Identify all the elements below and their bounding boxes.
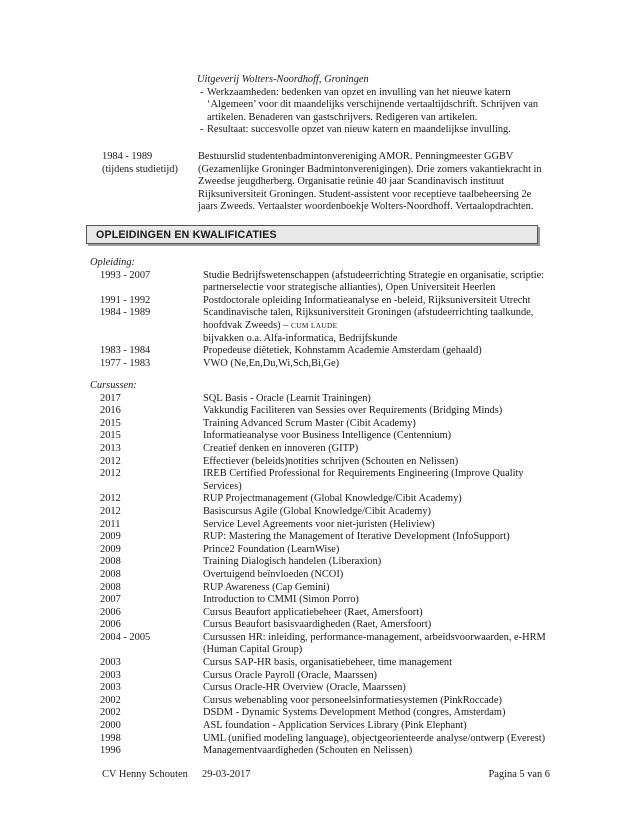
list-item-description bbox=[203, 670, 552, 683]
list-item-description bbox=[203, 619, 552, 632]
list-item-description bbox=[203, 468, 552, 493]
list-item-text: RUP Awareness (Cap Gemini) bbox=[203, 581, 330, 593]
list-item-description bbox=[203, 657, 552, 670]
section-header bbox=[86, 225, 538, 244]
list-item-text: UML (unified modeling language), objectgeorienteerde analyse/ontwerp (Everest) bbox=[203, 732, 546, 744]
list-item-years: 1991 - 1992 bbox=[100, 294, 151, 306]
list-item bbox=[90, 632, 552, 657]
courses-section bbox=[90, 380, 552, 758]
list-item bbox=[90, 657, 552, 670]
student-period-dates bbox=[99, 151, 198, 214]
footer-page-number: Pagina 5 van 6 bbox=[488, 769, 550, 780]
list-item bbox=[90, 493, 552, 506]
list-item-years: 2011 bbox=[100, 518, 121, 530]
list-item-text: ASL foundation - Application Services Library (Pink Elephant) bbox=[203, 720, 467, 732]
list-item-description bbox=[203, 582, 552, 595]
list-item-description bbox=[203, 430, 552, 443]
list-item-text: Propedeuse diëtetiek, Kohnstamm Academie Amsterdam (gehaald) bbox=[203, 345, 482, 357]
student-period-years: 1984 - 1989 bbox=[102, 151, 153, 162]
education-list bbox=[90, 270, 552, 371]
list-item bbox=[90, 745, 552, 758]
footer-date: 29-03-2017 bbox=[202, 769, 251, 780]
page-footer bbox=[102, 769, 550, 783]
list-item-text: Informatieanalyse voor Business Intelligence (Centennium) bbox=[203, 430, 452, 442]
list-item bbox=[90, 345, 552, 358]
list-item bbox=[90, 594, 552, 607]
list-item-years: 2000 bbox=[100, 720, 121, 732]
footer-name: CV Henny Schouten bbox=[102, 769, 188, 780]
list-item-description bbox=[203, 556, 552, 569]
list-item-years: 2007 bbox=[100, 594, 121, 606]
student-period-note: (tijdens studietijd) bbox=[102, 163, 178, 175]
list-item-description bbox=[203, 519, 552, 532]
list-item-description bbox=[203, 607, 552, 620]
list-item-description bbox=[203, 695, 552, 708]
list-item-text: RUP: Mastering the Management of Iterative Development (InfoSupport) bbox=[203, 531, 510, 543]
list-item-years: 2012 bbox=[100, 468, 121, 480]
list-item-description bbox=[203, 594, 552, 607]
list-item bbox=[90, 307, 552, 345]
experience-entry bbox=[197, 74, 552, 137]
list-item-description bbox=[203, 456, 552, 469]
list-item-text: VWO (Ne,En,Du,Wi,Sch,Bi,Ge) bbox=[203, 357, 340, 369]
list-item bbox=[90, 682, 552, 695]
list-item-extra: bijvakken o.a. Alfa-informatica, Bedrijfskunde bbox=[203, 332, 398, 344]
list-item bbox=[90, 670, 552, 683]
list-item-description bbox=[203, 707, 552, 720]
list-item-text: Postdoctorale opleiding Informatieanalyse en -beleid, Rijksuniversiteit Utrecht bbox=[203, 294, 531, 306]
list-item-years: 2009 bbox=[100, 543, 121, 555]
list-item bbox=[90, 569, 552, 582]
list-item-years: 2002 bbox=[100, 707, 121, 719]
list-item-years: 2015 bbox=[100, 417, 121, 429]
list-item-text: Studie Bedrijfswetenschappen (afstudeerrichting Strategie en organisatie, scriptie: partnerselectie voor strategische allianties), Open Universiteit Heerlen bbox=[203, 269, 545, 294]
list-item-years: 2015 bbox=[100, 430, 121, 442]
list-item-years: 2009 bbox=[100, 531, 121, 543]
list-item-text: Basiscursus Agile (Global Knowledge/Cibit Academy) bbox=[203, 505, 431, 517]
list-item bbox=[90, 720, 552, 733]
list-item-years: 1983 - 1984 bbox=[100, 345, 151, 357]
list-item-years: 2008 bbox=[100, 581, 121, 593]
list-item-years: 2016 bbox=[100, 405, 121, 417]
list-item-description bbox=[203, 745, 552, 758]
list-item-years: 2008 bbox=[100, 556, 121, 568]
list-item-description bbox=[203, 493, 552, 506]
list-item bbox=[90, 695, 552, 708]
list-item-description bbox=[203, 682, 552, 695]
list-item-description bbox=[203, 358, 552, 371]
list-item bbox=[90, 544, 552, 557]
cum-laude-label: CUM LAUDE bbox=[291, 320, 338, 330]
list-item-years: 1993 - 2007 bbox=[100, 269, 151, 281]
list-item-text: Cursus Oracle Payroll (Oracle, Maarssen) bbox=[203, 669, 377, 681]
list-item-description bbox=[203, 418, 552, 431]
list-item-text: Scandinavische talen, Rijksuniversiteit Groningen (afstudeerrichting taalkunde, hoofdvak Zweeds) – bbox=[203, 307, 534, 331]
list-item bbox=[90, 270, 552, 295]
list-item-years: 2003 bbox=[100, 669, 121, 681]
list-item-description bbox=[203, 405, 552, 418]
list-item-years: 2012 bbox=[100, 455, 121, 467]
list-item-years: 2012 bbox=[100, 505, 121, 517]
list-item-description bbox=[203, 345, 552, 358]
list-item-years: 2017 bbox=[100, 392, 121, 404]
list-item-years: 1996 bbox=[100, 745, 121, 757]
result-bullet: - Resultaat: succesvolle opzet van nieuw katern en maandelijkse invulling. bbox=[197, 124, 552, 137]
list-item bbox=[90, 456, 552, 469]
list-item bbox=[90, 443, 552, 456]
list-item bbox=[90, 430, 552, 443]
list-item-text: Cursus webenabling voor personeelsinformatiesystemen (PinkRoccade) bbox=[203, 694, 502, 706]
list-item-years: 1998 bbox=[100, 732, 121, 744]
list-item-text: IREB Certified Professional for Requirements Engineering (Improve Quality Services) bbox=[203, 468, 524, 492]
education-section bbox=[90, 257, 552, 370]
list-item-description bbox=[203, 307, 552, 345]
list-item-description bbox=[203, 393, 552, 406]
list-item-text: DSDM - Dynamic Systems Development Method (congres, Amsterdam) bbox=[203, 707, 506, 719]
list-item bbox=[90, 519, 552, 532]
education-heading: Opleiding: bbox=[90, 257, 136, 268]
list-item-description bbox=[203, 531, 552, 544]
list-item-text: Prince2 Foundation (LearnWise) bbox=[203, 543, 340, 555]
tasks-bullet: - Werkzaamheden: bedenken van opzet en invulling van het nieuwe katern ‘Algemeen’ voor dit maandelijks verschijnende vertaaltijdschrift. Schrijven van artikelen. Benaderen van gastschrijvers. Redigeren van artikelen. bbox=[197, 87, 552, 125]
list-item-description bbox=[203, 443, 552, 456]
list-item bbox=[90, 295, 552, 308]
list-item-text: Overtuigend beïnvloeden (NCOI) bbox=[203, 568, 344, 580]
list-item bbox=[90, 506, 552, 519]
list-item bbox=[90, 619, 552, 632]
list-item bbox=[90, 393, 552, 406]
list-item bbox=[90, 531, 552, 544]
list-item-years: 1984 - 1989 bbox=[100, 307, 151, 319]
list-item-description bbox=[203, 544, 552, 557]
courses-list bbox=[90, 393, 552, 758]
list-item-text: Cursus Beaufort basisvaardigheden (Raet, Amersfoort) bbox=[203, 619, 432, 631]
list-item-text: Effectiever (beleids)notities schrijven (Schouten en Nelissen) bbox=[203, 455, 459, 467]
list-item bbox=[90, 607, 552, 620]
list-item-text: Vakkundig Faciliteren van Sessies over Requirements (Bridging Minds) bbox=[203, 405, 503, 417]
section-title: OPLEIDINGEN EN KWALIFICATIES bbox=[96, 229, 277, 241]
list-item bbox=[90, 582, 552, 595]
student-period-entry bbox=[99, 151, 548, 214]
list-item-text: Service Level Agreements voor niet-juristen (Heliview) bbox=[203, 518, 435, 530]
list-item-years: 2008 bbox=[100, 568, 121, 580]
list-item-text: Cursus Beaufort applicatiebeheer (Raet, Amersfoort) bbox=[203, 606, 423, 618]
list-item-description bbox=[203, 506, 552, 519]
list-item-text: SQL Basis - Oracle (Learnit Trainingen) bbox=[203, 392, 371, 404]
list-item-description bbox=[203, 270, 552, 295]
list-item bbox=[90, 418, 552, 431]
list-item-years: 2003 bbox=[100, 657, 121, 669]
list-item-years: 2012 bbox=[100, 493, 121, 505]
list-item-years: 2003 bbox=[100, 682, 121, 694]
employer-name: Uitgeverij Wolters-Noordhoff, Groningen bbox=[197, 74, 369, 85]
list-item-text: Managementvaardigheden (Schouten en Nelissen) bbox=[203, 745, 413, 757]
list-item bbox=[90, 358, 552, 371]
list-item-text: RUP Projectmanagement (Global Knowledge/Cibit Academy) bbox=[203, 493, 462, 505]
list-item-text: Introduction to CMMI (Simon Porro) bbox=[203, 594, 359, 606]
list-item bbox=[90, 707, 552, 720]
list-item-years: 2006 bbox=[100, 606, 121, 618]
list-item-description bbox=[203, 295, 552, 308]
list-item-text: Training Advanced Scrum Master (Cibit Academy) bbox=[203, 417, 416, 429]
list-item-years: 2006 bbox=[100, 619, 121, 631]
list-item-description bbox=[203, 733, 552, 746]
list-item bbox=[90, 733, 552, 746]
list-item-years: 2013 bbox=[100, 442, 121, 454]
list-item-years: 1977 - 1983 bbox=[100, 357, 151, 369]
list-item-description bbox=[203, 569, 552, 582]
list-item-text: Creatief denken en innoveren (GITP) bbox=[203, 442, 359, 454]
list-item-description bbox=[203, 632, 552, 657]
list-item bbox=[90, 468, 552, 493]
list-item-text: Cursus Oracle-HR Overview (Oracle, Maarssen) bbox=[203, 682, 406, 694]
list-item-years: 2002 bbox=[100, 694, 121, 706]
list-item-text: Cursus SAP-HR basis, organisatiebeheer, time management bbox=[203, 657, 453, 669]
list-item-description bbox=[203, 720, 552, 733]
list-item-text: Training Dialogisch handelen (Liberaxion) bbox=[203, 556, 382, 568]
list-item bbox=[90, 405, 552, 418]
list-item-years: 2004 - 2005 bbox=[100, 631, 151, 643]
list-item bbox=[90, 556, 552, 569]
list-item-text: Cursussen HR: inleiding, performance-management, arbeidsvoorwaarden, e-HRM (Human Capital Group) bbox=[203, 631, 546, 656]
student-period-description: Bestuurslid studentenbadmintonvereniging AMOR. Penningmeester GGBV (Gezamenlijke Groninger Badmintonverenigingen). Drie zomers vakantiekracht in Zweedse jeugdherberg. Organisatie reünie 40 jaar Scandinavisch instituut Rijksuniversiteit Groningen. Student-assistent voor receptieve taalbeheersing 2e jaars Zweeds. Vertaalster woordenboekje Wolters-Noordhoff. Vertaalopdrachten. bbox=[198, 151, 542, 213]
courses-heading: Cursussen: bbox=[90, 380, 137, 391]
